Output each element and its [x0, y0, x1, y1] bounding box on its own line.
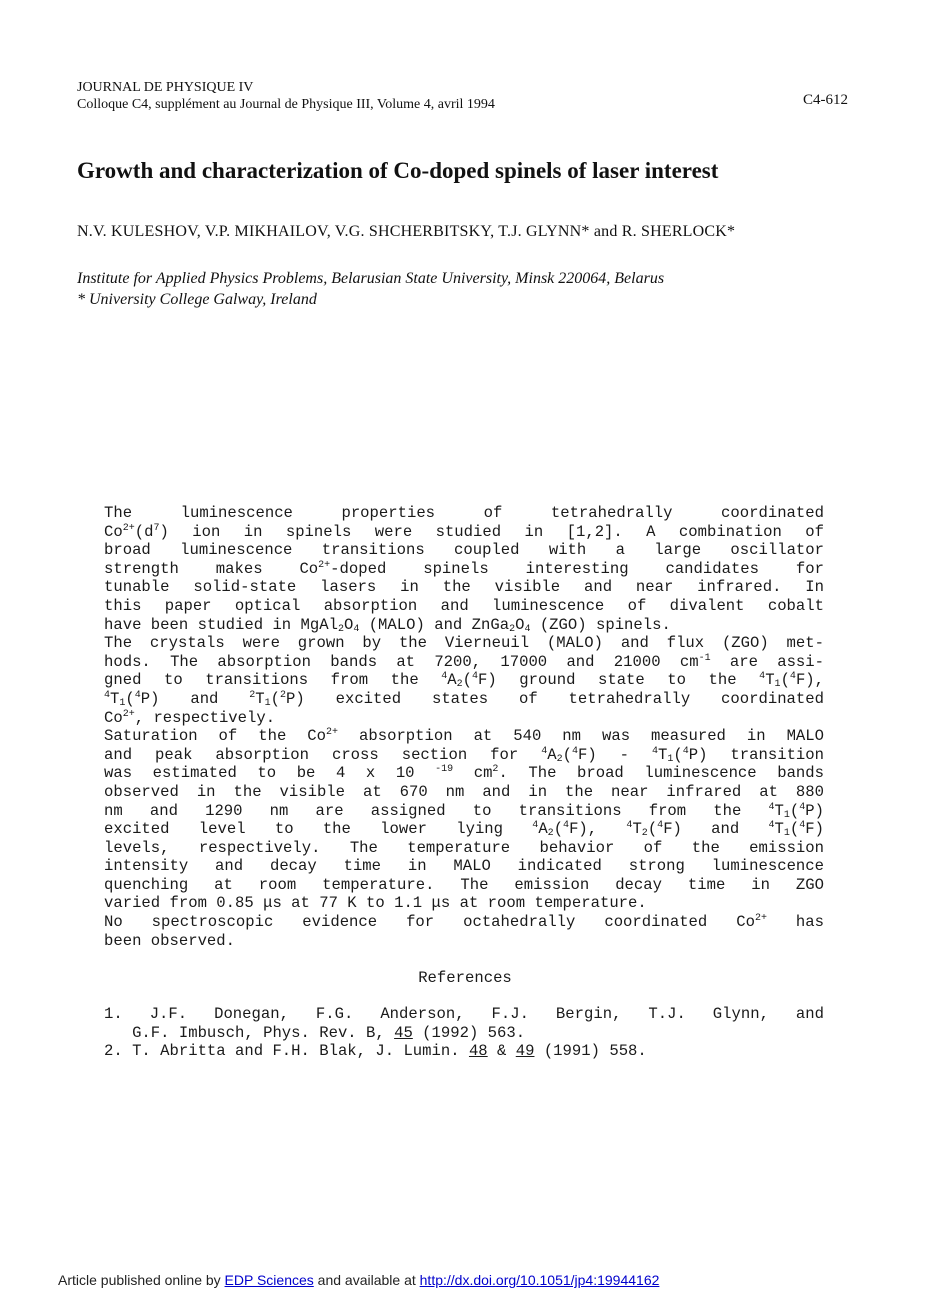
abstract-line: broad luminescence transitions coupled with a large oscillator	[104, 541, 824, 560]
abstract-line: $Co^{2+}$, respectively.	[104, 708, 276, 727]
abstract-line: intensity and decay time in MALO indicated strong luminescence	[104, 857, 824, 876]
page-number: C4-612	[803, 92, 848, 108]
abstract-line: been observed.	[104, 931, 236, 950]
abstract-line: levels, respectively. The temperature behavior of the emission	[104, 838, 824, 857]
abstract-line: $Co^{2+}(d^7)$ ion in spinels were studied in [1,2]. A combination of	[104, 522, 824, 541]
abstract-line: excited level to the lower lying $^4A_2(^4F)$, $^4T_2(^4F)$ and $^4T_1(^4F)$	[104, 820, 825, 840]
abstract-line: quenching at room temperature. The emission decay time in ZGO	[104, 875, 824, 894]
abstract-line: tunable solid-state lasers in the visible and near infrared. In	[104, 578, 824, 597]
abstract-line: hods. The absorption bands at 7200, 17000 and 21000 $cm^{-1}$ are assi-	[104, 652, 825, 671]
paper-title: Growth and characterization of Co-doped spinels of laser interest	[77, 158, 719, 183]
references-list	[104, 1005, 824, 1061]
paper-authors: N.V. KULESHOV, V.P. MIKHAILOV, V.G. SHCHERBITSKY, T.J. GLYNN* and R. SHERLOCK*	[77, 223, 736, 240]
edp-sciences-link[interactable]: EDP Sciences	[224, 1272, 314, 1288]
abstract-line: gned to transitions from the $^4A_2(^4F)$ ground state to the $^4T_1(^4F)$,	[104, 671, 825, 691]
references-heading: References	[418, 969, 512, 987]
reference-line: G.F. Imbusch, Phys. Rev. B, 45 (1992) 563.	[104, 1023, 526, 1042]
colloque-info: Colloque C4, supplément au Journal de Physique III, Volume 4, avril 1994	[77, 97, 495, 112]
abstract-line: $^4T_1(^4P)$ and $^2T_1(^2P)$ excited states of tetrahedrally coordinated	[104, 689, 824, 709]
affiliation-1: Institute for Applied Physics Problems, Belarusian State University, Minsk 220064, Belarus	[77, 270, 665, 287]
abstract-line: Saturation of the $Co^{2+}$ absorption at 540 nm was measured in MALO	[104, 727, 825, 746]
abstract-line: The crystals were grown by the Vierneuil (MALO) and flux (ZGO) met-	[104, 634, 824, 653]
abstract-line: strength makes $Co^{2+}$-doped spinels interesting candidates for	[104, 559, 824, 578]
abstract-line: nm and 1290 nm are assigned to transitions from the $^4T_1(^4P)$	[104, 801, 825, 821]
abstract-line: have been studied in $MgAl_2O_4$ (MALO) and $ZnGa_2O_4$ (ZGO) spinels.	[104, 615, 671, 635]
journal-name: JOURNAL DE PHYSIQUE IV	[77, 80, 254, 95]
abstract-line: varied from 0.85 μs at 77 K to 1.1 μs at room temperature.	[104, 894, 647, 913]
abstract-line: was estimated to be 4 x 10 $^{-19}$ $cm^2$. The broad luminescence bands	[104, 764, 824, 783]
abstract-body	[104, 504, 824, 950]
abstract-line: No spectroscopic evidence for octahedrally coordinated $Co^{2+}$ has	[104, 913, 824, 932]
reference-line: 2. T. Abritta and F.H. Blak, J. Lumin. 48 & 49 (1991) 558.	[104, 1042, 647, 1061]
reference-line: 1. J.F. Donegan, F.G. Anderson, F.J. Bergin, T.J. Glynn, and	[104, 1005, 824, 1023]
footer-notice: Article published online by EDP Sciences and available at http://dx.doi.org/10.1051/jp4:19944162	[58, 1272, 660, 1288]
affiliation-2: * University College Galway, Ireland	[77, 291, 317, 308]
doi-link[interactable]: http://dx.doi.org/10.1051/jp4:19944162	[419, 1272, 660, 1288]
abstract-line: this paper optical absorption and luminescence of divalent cobalt	[104, 596, 824, 615]
abstract-line: observed in the visible at 670 nm and in the near infrared at 880	[104, 782, 824, 801]
abstract-line: The luminescence properties of tetrahedrally coordinated	[104, 504, 824, 522]
abstract-line: and peak absorption cross section for $^4A_2(^4F) - ^4T_1(^4P)$ transition	[104, 745, 825, 765]
